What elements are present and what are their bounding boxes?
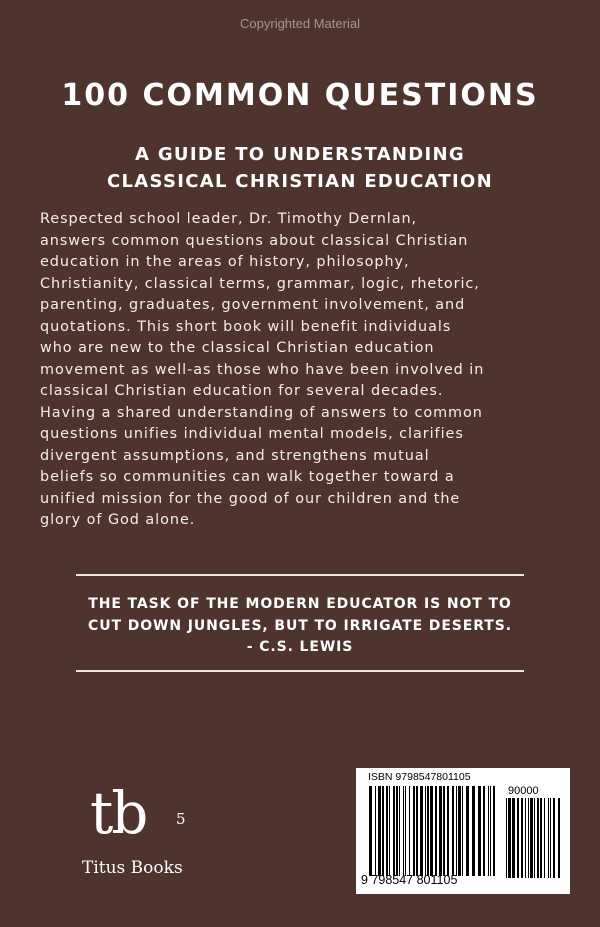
description-line: Christianity, classical terms, grammar, logic, rhetoric, — [40, 275, 480, 292]
book-title: 100 COMMON QUESTIONS — [61, 78, 539, 113]
description-line: answers common questions about classical Christian — [40, 232, 469, 249]
watermark: Copyrighted Material — [240, 16, 360, 31]
description-line: who are new to the classical Christian education — [40, 340, 435, 356]
description-line: classical Christian education for several decades. — [40, 383, 444, 399]
pull-quote — [0, 594, 600, 659]
barcode-addon-digits: 90000 — [508, 785, 539, 797]
description-line: unified mission for the good of our children and the — [40, 490, 461, 507]
description-line: beliefs so communities can walk together toward a — [40, 469, 455, 485]
isbn-barcode-box — [356, 768, 570, 894]
description-line: questions unifies individual mental models, clarifies — [40, 426, 464, 442]
barcode-addon-icon — [506, 798, 562, 878]
subtitle-line-2: CLASSICAL CHRISTIAN EDUCATION — [107, 171, 493, 192]
quote-attribution: - C.S. LEWIS — [246, 639, 354, 655]
publisher-logo-superscript: 5 — [176, 810, 186, 828]
description-line: divergent assumptions, and strengthens mutual — [40, 447, 430, 464]
book-subtitle — [0, 141, 600, 195]
publisher-logo-mark: tb — [90, 779, 147, 847]
quote-line-2: CUT DOWN JUNGLES, BUT TO IRRIGATE DESERTS. — [88, 617, 512, 634]
quote-divider-top — [76, 574, 524, 576]
description-line: glory of God alone. — [40, 512, 196, 528]
description-line: Respected school leader, Dr. Timothy Dernlan, — [40, 211, 418, 227]
description-line: Having a shared understanding of answers to common — [40, 404, 483, 421]
book-description — [40, 209, 560, 532]
description-line: movement as well-as those who have been involved in — [40, 361, 485, 378]
barcode-main-icon — [369, 786, 497, 876]
publisher-name: Titus Books — [82, 858, 183, 878]
quote-divider-bottom — [76, 670, 524, 672]
isbn-label: ISBN 9798547801105 — [368, 771, 471, 783]
description-line: education in the areas of history, philosophy, — [40, 254, 410, 270]
subtitle-line-1: A GUIDE TO UNDERSTANDING — [135, 144, 465, 165]
isbn-digits: 9 798547 801105 — [361, 873, 458, 887]
publisher-logo — [72, 779, 212, 888]
description-line: parenting, graduates, government involvement, and — [40, 297, 466, 313]
description-line: quotations. This short book will benefit individuals — [40, 318, 452, 335]
quote-line-1: THE TASK OF THE MODERN EDUCATOR IS NOT TO — [88, 596, 512, 612]
